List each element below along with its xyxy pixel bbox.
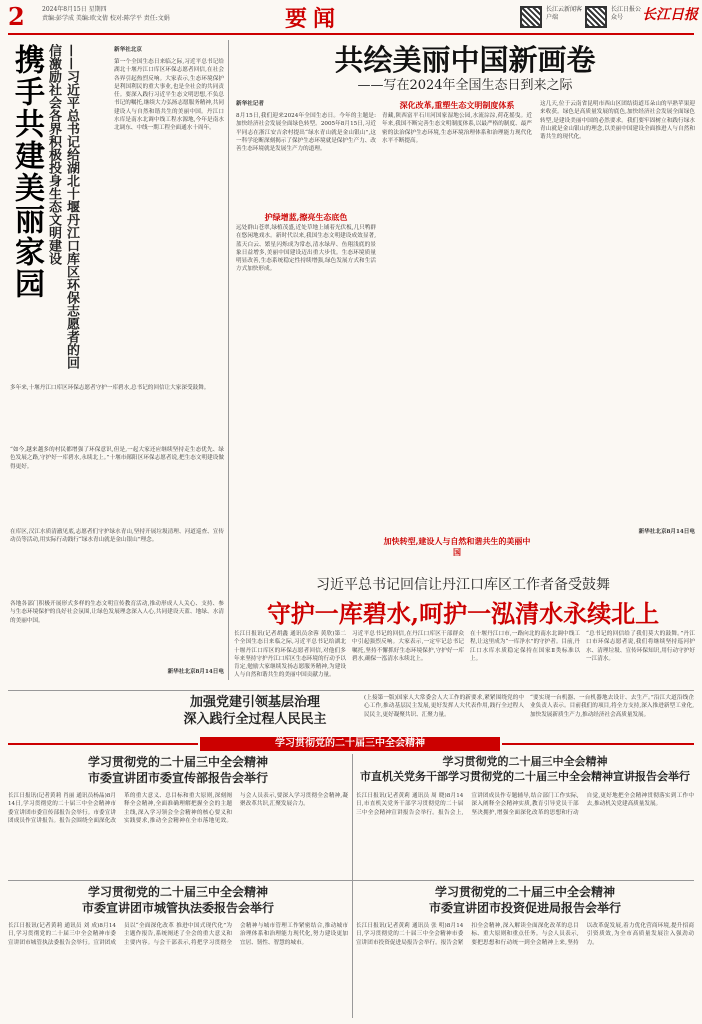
main-byline: 新华社记者 <box>236 101 264 107</box>
section-heading: 护绿增蓝,擦亮生态底色 <box>264 212 348 222</box>
lower-text-1: 长江日报讯(记者胡鑫 通讯员余蓉 黄欣)第二个全国生态日来临之际,习近平总书记给湖北十堰丹江口库区的环保志愿者回信,对他们多年来坚持守护丹江口库区生态环境的行动予以肯定,勉励大家继续发扬志愿服务精神,为建设人与自然和谐共生的美丽中国贡献力量。 <box>234 631 346 679</box>
main-headline: 共绘美丽中国新画卷 <box>334 43 596 77</box>
report-box <box>8 884 348 1020</box>
left-text-3: “如今,越来越多的村民都增强了环保意识,但是,一起大家还应继续坚持走生态优先、绿色发展之路,守护好一库碧水,永续北上。”十堰市郧阳区环保志愿者说,把生态文明建设做得更好。 <box>10 447 224 470</box>
issue-date: 2024年8月15日 星期四 <box>42 6 107 13</box>
left-text-4: 在库区,汉江水质清澈见底,志愿者们守护绿水青山,坚持开展垃圾清理、河道巡查、宣传动员等活动,用实际行动践行“绿水青山就是金山银山”理念。 <box>10 529 224 544</box>
box-title: 学习贯彻党的二十届三中全会精神 市委宣讲团市委宣传部报告会举行 <box>87 755 268 785</box>
section-heading: 深化改革,重塑生态文明制度体系 <box>399 100 515 110</box>
left-subhead: ——习近平总书记给湖北十堰丹江口库区环保志愿者的回信激励社会各界积极投身生态文明建设 <box>46 44 79 369</box>
report-box <box>8 754 348 876</box>
box-title: 学习贯彻党的二十届三中全会精神 市委宣讲团市城管执法委报告会举行 <box>81 885 274 915</box>
lower-text-2: 习近平总书记的回信,在丹江口库区干部群众中引起强烈反响。大家表示,一定牢记总书记嘱托,坚持不懈抓好生态环境保护,守护好一库碧水,确保一泓清水永续北上。 <box>352 631 464 662</box>
main-subhead: ——写在2024年全国生态日到来之际 <box>357 78 573 93</box>
lower-headline: 守护一库碧水,呵护一泓清水永续北上 <box>266 599 660 628</box>
series-band: 学习贯彻党的二十届三中全会精神 <box>200 737 500 751</box>
band-rule <box>502 743 694 745</box>
main-section-2-text: 青藏,陕西富平石川河国家湿地公园,水流淙淙,荷花摇曳。近年来,我国不断完善生态文明制度体系,以最严格的制度、最严密的法治保护生态环境,生态环境治理体系和治理能力现代化水平不断提高。 <box>382 113 532 144</box>
main-section-3-text: 这几天,位于云南省昆明市西山区团结街道耳朵山的早熟苹果迎来收获。绿色是高质量发展的底色,加快经济社会发展全面绿色转型,是建设美丽中国的必然要求。我们要牢固树立和践行绿水青山就是金山银山的理念,以美丽中国建设全面推进人与自然和谐共生的现代化。 <box>540 101 695 141</box>
page-header <box>0 0 702 36</box>
band-rule <box>8 743 198 745</box>
left-credit: 新华社北京8月14日电 <box>167 669 224 675</box>
left-headline: 携手共建美丽家园 <box>9 44 44 300</box>
mid-right-text: “要实现一台机器、一台机器地去设计、去生产。”沿江大道沿线企业负责人表示。目前我们的项目,将全力支持,深入推进新型工业化,加快发展新质生产力,推动经济社会高质量发展。 <box>530 695 694 718</box>
left-text-2: 多年来,十堰丹江口库区环保志愿者守护一库碧水,总书记的回信让大家深受鼓舞。 <box>10 385 210 391</box>
left-byline: 新华社北京 <box>114 47 142 53</box>
report-box <box>356 754 694 876</box>
horizontal-divider <box>8 880 694 881</box>
mid-left-headline: 加强党建引领基层治理 深入践行全过程人民民主 <box>183 695 327 727</box>
left-text-1: 第一个全国生态日来临之际,习近平总书记给湖北十堰丹江口库区环保志愿者回信,在社会各界引起热烈反响。大家表示,生态环境保护是利国利民的重大事业,也是全社会的共同责任。要深入践行习近平生态文明思想,不负总书记的嘱托,继续大力弘扬志愿服务精神,共同建设人与自然和谐共生的美丽中国。丹江口水库是南水北调中线工程水源地,今年是南水北调东、中线一期工程全面通水十周年。 <box>114 59 224 132</box>
lower-kicker: 习近平总书记回信让丹江口库区工作者备受鼓舞 <box>316 577 610 593</box>
qr-caption: 长江云新闻客户端 <box>546 6 583 21</box>
lower-text-4: “总书记的回信给了我们莫大的鼓舞。”丹江口市环保志愿者说,我们将继续坚持巡河护水、清理垃圾、宣传环保知识,用行动守护好一江清水。 <box>586 631 695 662</box>
box-title: 学习贯彻党的二十届三中全会精神 市委宣讲团市投资促进局报告会举行 <box>428 885 621 915</box>
report-box <box>356 884 694 1020</box>
box-text: 长江日报讯(记者黄莉 肖丽 通讯员杨晶)8月14日,学习贯彻党的二十届三中全会精神市委宣讲团市委宣传部报告会举行。市委宣讲团成员作宣讲报告。报告会围绕全面深化改革的重大意义、总目标和重大原则,深刻阐释全会精神,全面准确理解把握全会的主题主线,深入学习领会全会精神的核心要义和实践要求,推动全会精神在全市落地见效。与会人员表示,要深入学习贯彻全会精神,凝聚改革共识,汇聚发展合力。 <box>8 793 348 824</box>
header-rule <box>8 33 694 35</box>
section-heading: 加快转型,建设人与自然和谐共生的美丽中国 <box>383 536 531 557</box>
column-divider <box>228 40 229 680</box>
lower-text-3: 在十堰丹江口市,一路向北的南水北调中线工程,让这里成为“一库净水”的守护者。目前,丹江口水库水质稳定保持在国家Ⅱ类标准以上。 <box>470 631 580 662</box>
horizontal-divider <box>8 690 694 691</box>
section-name: 要闻 <box>285 6 342 32</box>
qr-code-icon[interactable] <box>585 6 607 28</box>
box-text: 长江日报讯(记者黄莉 通讯员 刘 成)8月14日,学习贯彻党的二十届三中全会精神市委宣讲团市城管执法委报告会举行。宣讲团成员以“全面深化改革 推进中国式现代化”为主题作报告,系统阐述了全会的重大意义和主要内容。与会干部表示,将把学习贯彻全会精神与城市管理工作紧密结合,推动城市治理体系和治理能力现代化,努力建设更加宜居、韧性、智慧的城市。 <box>8 923 348 946</box>
main-intro: 8月15日,我们迎来2024年全国生态日。今年的主题是:加快经济社会发展全面绿色转型。2005年8月15日,习近平同志在浙江安吉余村提出“绿水青山就是金山银山”,这一科学论断深刻揭示了保护生态环境就是保护生产力、改善生态环境就是发展生产力的道理。 <box>236 113 376 153</box>
qr-caption: 长江日报公众号 <box>611 6 642 21</box>
box-text: 长江日报讯(记者黄莉 通讯员 周 晓)8月14日,市直机关党务干部学习贯彻党的二十届三中全会精神宣讲报告会举行。报告会上,宣讲团成员作专题辅导,结合部门工作实际,深入阐释全会精神实质,教育引导党员干部坚决拥护,增强全面深化改革的思想和行动自觉,更好地把全会精神贯彻落实到工作中去,推动机关党建高质量发展。 <box>356 793 694 816</box>
column-divider <box>352 754 353 1018</box>
box-text: 长江日报讯(记者黄莉 通讯员 张 明)8月14日,学习贯彻党的二十届三中全会精神市委宣讲团市投资促进局报告会举行。报告会紧扣全会精神,深入解读全面深化改革的总目标、重大原则和重点任务。与会人员表示,要把思想和行动统一到全会精神上来,坚持以改革促发展,着力优化营商环境,提升招商引资质效,为全市高质量发展注入强劲动力。 <box>356 923 694 946</box>
main-section-1-text: 远处群山苍翠,绿植茂盛,近处草地上铺着光伏板,几只鸭群在悠闲地戏水。新时代以来,我国生态文明建设成效显著,蓝天白云、繁星闪烁成为常态,清水绿岸、鱼翔浅底的景象日益增多,美丽中国建设迈出重大步伐。生态环境质量明显改善,生态系统稳定性持续增强,绿色发展方式和生活方式加快形成。 <box>236 225 376 273</box>
qr-code-icon[interactable] <box>520 6 542 28</box>
editors-line: 责编:彭学成 美编:欧文倩 校对:陈学平 责任:文娟 <box>42 15 170 22</box>
mid-left-text: (上接第一版)国家人大常委会人大工作的新要求,紧紧围绕党的中心工作,推动基层民主发展,更好发挥人大代表作用,践行全过程人民民主,更好凝聚共识、汇聚力量。 <box>364 695 524 718</box>
box-title: 学习贯彻党的二十届三中全会精神 市直机关党务干部学习贯彻党的二十届三中全会精神宣讲报告会举行 <box>360 755 690 783</box>
issue-meta <box>42 5 170 23</box>
page-number: 2 <box>8 2 25 31</box>
left-text-5: 各地各部门积极开展形式多样的生态文明宣传教育活动,推动形成人人关心、支持、参与生态环境保护的良好社会氛围,让绿色发展理念深入人心,共同建设天蓝、地绿、水清的美丽中国。 <box>10 601 224 624</box>
main-credit: 新华社北京8月14日电 <box>638 529 695 535</box>
newspaper-logo: 长江日报 <box>642 7 698 23</box>
